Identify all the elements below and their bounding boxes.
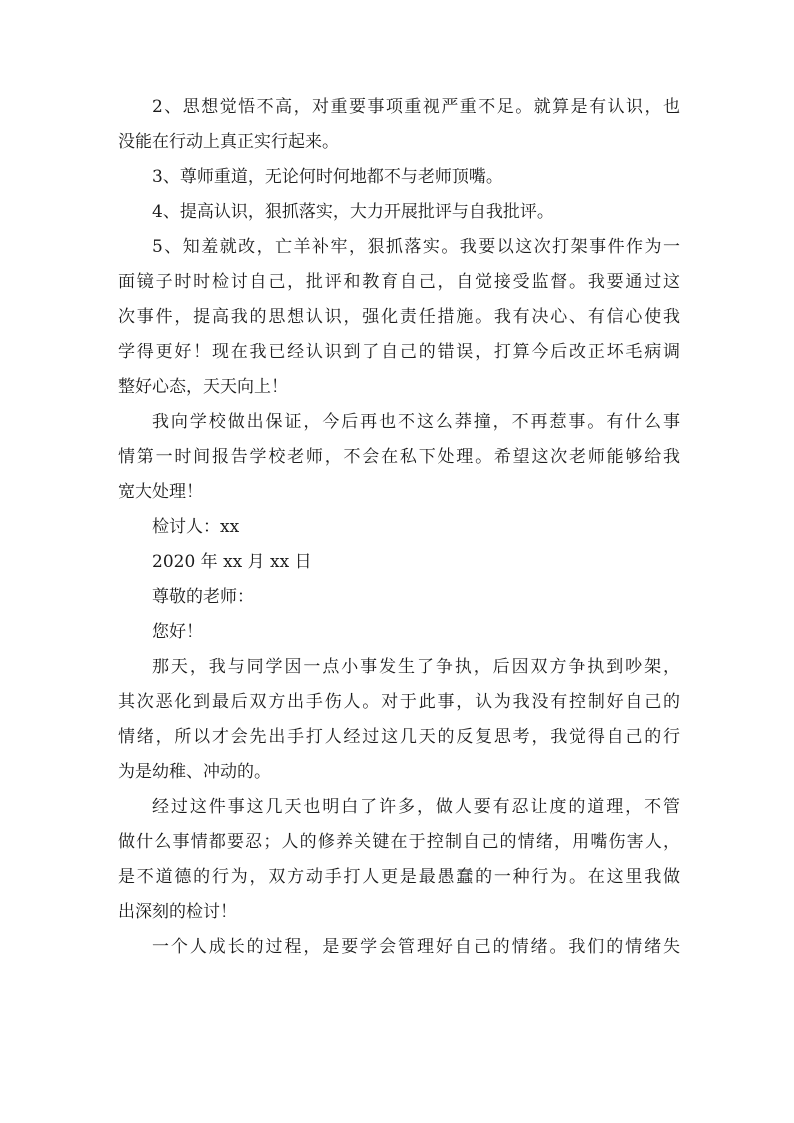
- text-line: 其次恶化到最后双方出手伤人。对于此事，认为我没有控制好自己的: [118, 692, 680, 712]
- signature-line: 检讨人：xx: [152, 517, 240, 537]
- text-line: 次事件，提高我的思想认识，强化责任措施。我有决心、有信心使我: [118, 307, 680, 327]
- text-line: 5、知羞就改，亡羊补牢，狠抓落实。我要以这次打架事件作为一: [152, 237, 680, 257]
- text-line: 宽大处理！: [118, 482, 203, 502]
- document-body: [118, 90, 680, 965]
- text-line: 面镜子时时检讨自己，批评和教育自己，自觉接受监督。我要通过这: [118, 272, 680, 292]
- text-line: 情第一时间报告学校老师，不会在私下处理。希望这次老师能够给我: [118, 447, 680, 467]
- text-line: 2、思想觉悟不高，对重要事项重视严重不足。就算是有认识，也: [152, 97, 680, 117]
- date-line: 2020 年 xx 月 xx 日: [152, 552, 312, 572]
- text-line: 整好心态，天天向上！: [118, 377, 288, 397]
- text-line: 学得更好！现在我已经认识到了自己的错误，打算今后改正坏毛病调: [118, 342, 680, 362]
- text-line: 情绪，所以才会先出手打人经过这几天的反复思考，我觉得自己的行: [118, 727, 680, 747]
- text-line: 我向学校做出保证，今后再也不这么莽撞，不再惹事。有什么事: [152, 412, 680, 432]
- text-line: 是不道德的行为，双方动手打人更是最愚蠢的一种行为。在这里我做: [118, 867, 680, 887]
- text-line: 出深刻的检讨！: [118, 902, 237, 922]
- text-line: 3、尊师重道，无论何时何地都不与老师顶嘴。: [152, 167, 503, 187]
- text-line: 那天，我与同学因一点小事发生了争执，后因双方争执到吵架，: [152, 657, 680, 677]
- text-line: 一个人成长的过程，是要学会管理好自己的情绪。我们的情绪失: [152, 937, 680, 957]
- salutation-line: 尊敬的老师：: [152, 587, 254, 607]
- text-line: 为是幼稚、冲动的。: [118, 762, 271, 782]
- text-line: 经过这件事这几天也明白了许多，做人要有忍让度的道理，不管: [152, 797, 680, 817]
- text-line: 没能在行动上真正实行起来。: [118, 132, 339, 152]
- text-line: 4、提高认识，狠抓落实，大力开展批评与自我批评。: [152, 202, 554, 222]
- text-line: 做什么事情都要忍；人的修养关键在于控制自己的情绪，用嘴伤害人，: [118, 832, 680, 852]
- greeting-line: 您好！: [152, 622, 203, 642]
